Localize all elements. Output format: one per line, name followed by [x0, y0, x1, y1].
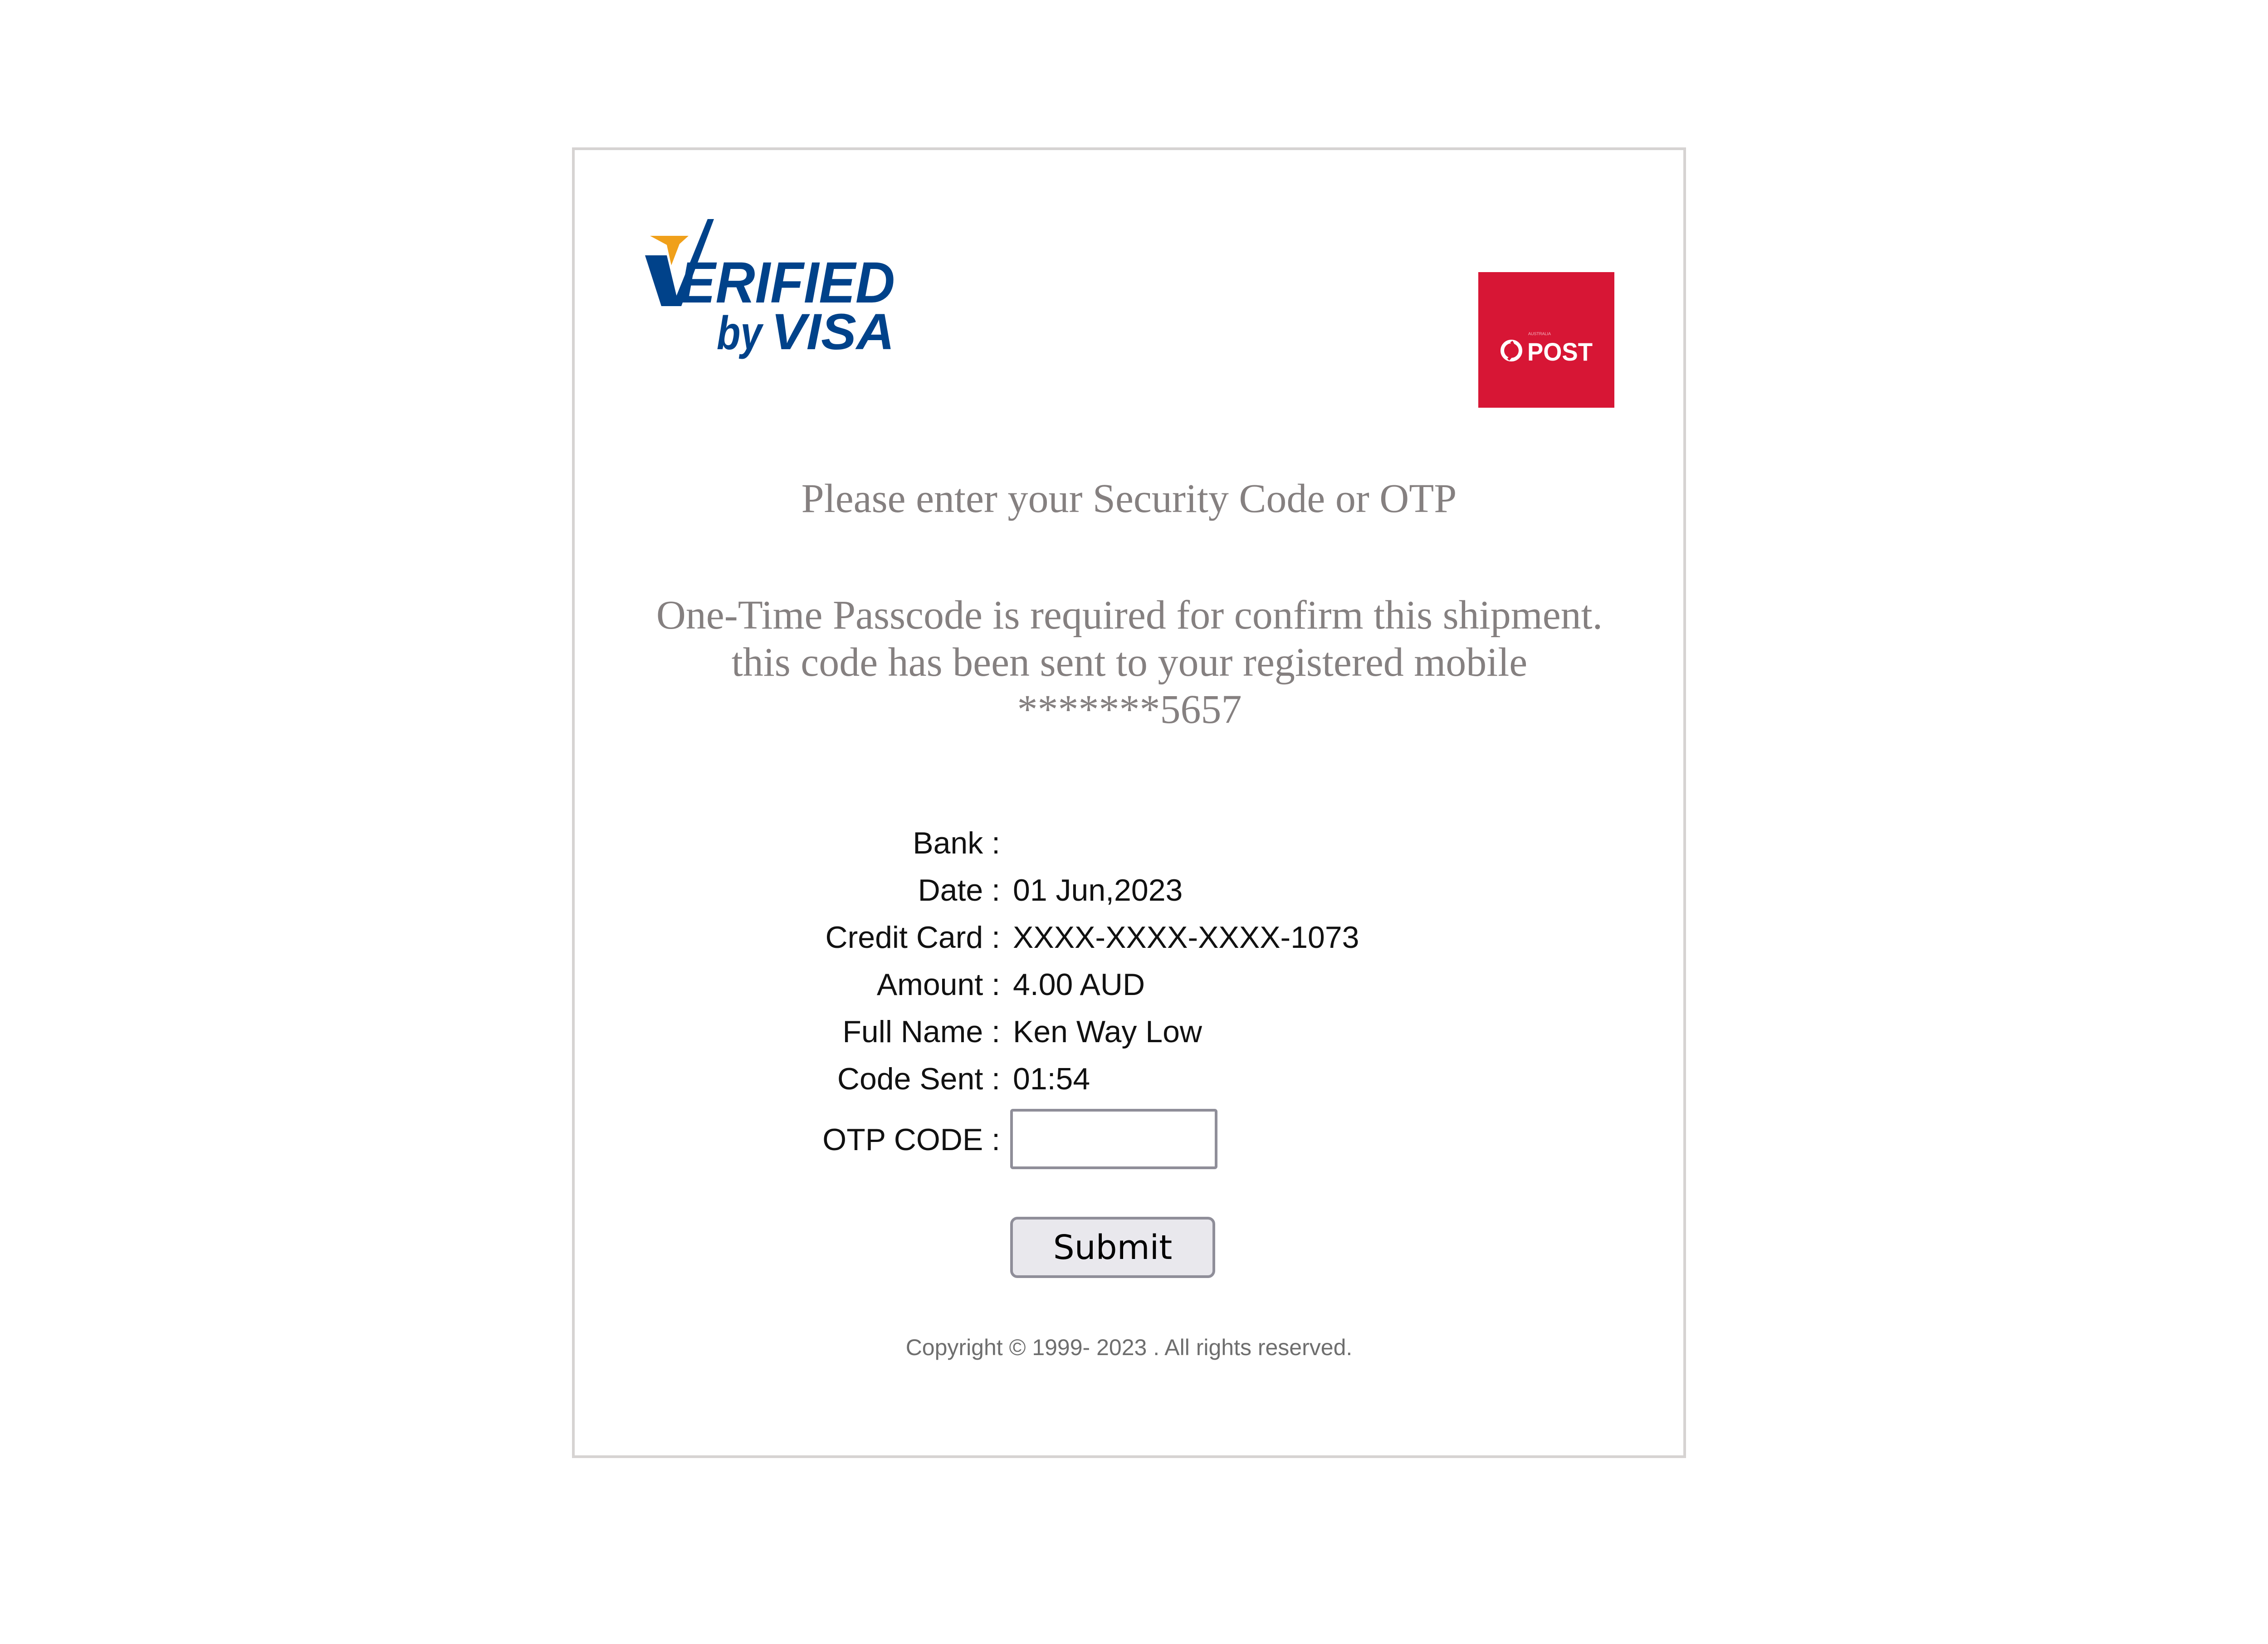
detail-row-date	[771, 867, 1452, 914]
otp-instructions: One-Time Passcode is required for confirm this shipment. this code has been sent to your registered mobile *******5657	[656, 593, 1603, 732]
detail-row-amount	[771, 961, 1452, 1008]
detail-row-bank	[771, 820, 1452, 867]
post-emblem-icon	[1478, 272, 1614, 408]
copyright-notice: Copyright © 1999- 2023 . All rights reserved.	[905, 1335, 1353, 1360]
visa-check-icon	[635, 213, 907, 367]
detail-label: Credit Card :	[825, 920, 1000, 955]
otp-code-input[interactable]	[1010, 1109, 1217, 1169]
detail-value: 4.00 AUD	[1013, 967, 1145, 1002]
submit-button[interactable]: Submit	[1010, 1217, 1215, 1278]
page-heading: Please enter your Security Code or OTP	[801, 476, 1457, 521]
detail-label: Bank :	[913, 826, 1000, 860]
svg-text:AUSTRALIA: AUSTRALIA	[1528, 332, 1551, 336]
otp-code-label: OTP CODE :	[822, 1122, 1000, 1157]
svg-text:ERIFIED: ERIFIED	[679, 250, 895, 315]
verified-by-visa-logo	[635, 213, 907, 367]
australia-post-logo	[1478, 272, 1614, 408]
detail-label: Amount :	[876, 967, 1000, 1002]
detail-label: Code Sent :	[837, 1062, 1000, 1096]
detail-value: 01 Jun,2023	[1013, 873, 1183, 907]
detail-label: Full Name :	[842, 1015, 1000, 1049]
svg-text:POST: POST	[1527, 337, 1593, 366]
detail-row-credit-card	[771, 914, 1452, 961]
detail-value: XXXX-XXXX-XXXX-1073	[1013, 920, 1359, 955]
detail-value: Ken Way Low	[1013, 1015, 1202, 1049]
svg-text:by: by	[717, 307, 764, 360]
detail-row-full-name	[771, 1008, 1452, 1055]
svg-text:VISA: VISA	[771, 303, 894, 360]
detail-label: Date :	[918, 873, 1000, 907]
detail-value: 01:54	[1013, 1062, 1090, 1096]
detail-row-code-sent	[771, 1055, 1452, 1103]
transaction-details	[771, 820, 1452, 1103]
